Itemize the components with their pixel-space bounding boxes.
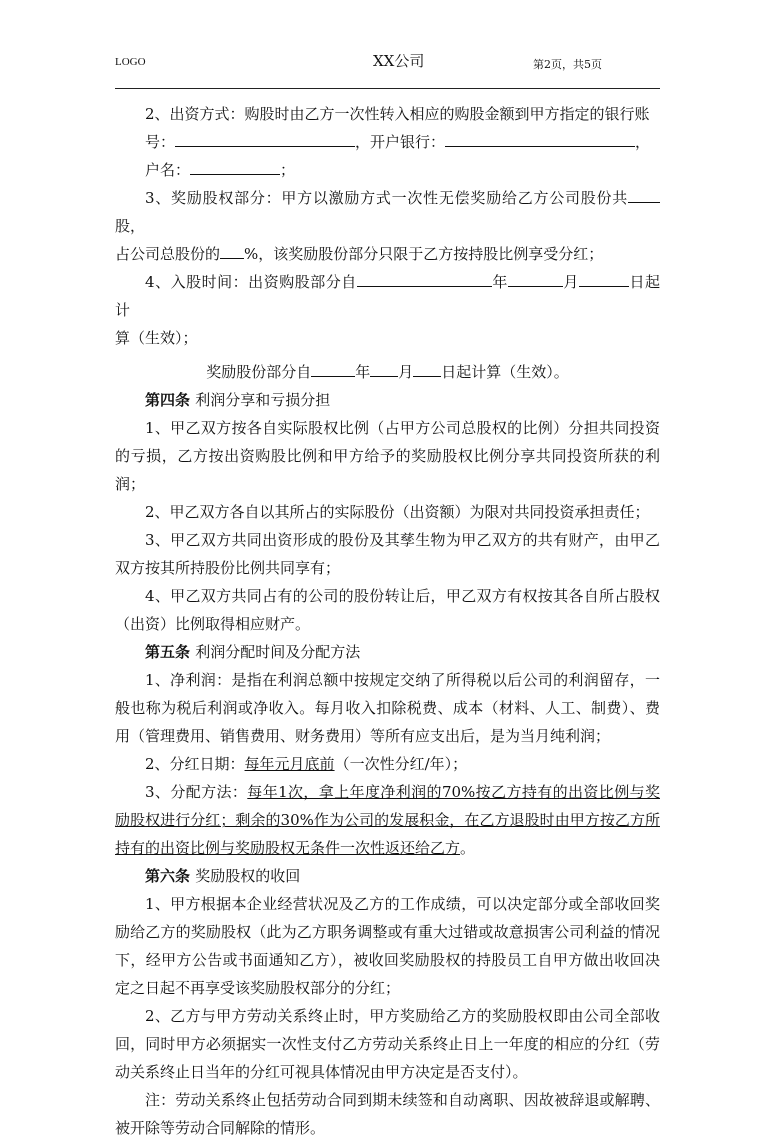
entry-year-blank[interactable] — [357, 272, 492, 287]
article-6-heading: 第六条 奖励股权的收回 — [145, 867, 301, 885]
document-body — [115, 100, 660, 1142]
article-5-item-1: 1、净利润：是指在利润总额中按规定交纳了所得税以后公司的利润留存，一般也称为税后利润或净收入。每月收入扣除税费、成本（材料、人工、制费）、费用（管理费用、销售费用、财务费用）等所有应支出后，是为当月纯利润； — [115, 671, 660, 745]
article-4-item-3: 3、甲乙双方共同出资形成的股份及其孳生物为甲乙双方的共有财产，由甲乙双方按其所持股份比例共同享有； — [115, 531, 660, 577]
account-number-blank[interactable] — [175, 132, 355, 147]
bank-name-blank[interactable] — [445, 132, 635, 147]
article-6-item-2: 2、乙方与甲方劳动关系终止时，甲方奖励给乙方的奖励股权即由公司全部收回，同时甲方必须据实一次性支付乙方劳动关系终止日上一年度的相应的分红（劳动关系终止日当年的分红可视具体情况由甲方决定是否支付）。 — [115, 1007, 660, 1081]
reward-percent-blank[interactable] — [220, 244, 244, 259]
article-4-item-4: 4、甲乙双方共同占有的公司的股份转让后，甲乙双方有权按其各自所占股权（出资）比例取得相应财产。 — [115, 587, 660, 633]
entry-month-blank[interactable] — [508, 272, 563, 287]
page-number: 第2页，共5页 — [533, 58, 602, 71]
reward-month-blank[interactable] — [370, 362, 398, 377]
article-5-item-3: 3、分配方法：每年1次，拿上年度净利润的70%按乙方持有的出资比例与奖励股权进行分红；剩余的30%作为公司的发展积金，在乙方退股时由甲方按乙方所持有的出资比例与奖励股权无条件一次性返还给乙方。 — [115, 783, 660, 857]
distribution-method-value: 每年1次，拿上年度净利润的70%按乙方持有的出资比例与奖励股权进行分红；剩余的30%作为公司的发展积金，在乙方退股时由甲方按乙方所持有的出资比例与奖励股权无条件一次性返还给乙方 — [115, 783, 660, 857]
clause-payment-method: 2、出资方式：购股时由乙方一次性转入相应的购股金额到甲方指定的银行账 — [145, 105, 650, 123]
dividend-date-value: 每年元月底前 — [244, 755, 335, 773]
article-6-note: 注：劳动关系终止包括劳动合同到期未续签和自动离职、因故被辞退或解聘、被开除等劳动合同解除的情形。 — [115, 1091, 660, 1137]
clause-reward-shares: 3、奖励股权部分：甲方以激励方式一次性无偿奖励给乙方公司股份共股， — [115, 184, 660, 240]
article-6-item-1: 1、甲方根据本企业经营状况及乙方的工作成绩，可以决定部分或全部收回奖励给乙方的奖励股权（此为乙方职务调整或有重大过错或故意损害公司利益的情况下，经甲方公告或书面通知乙方），被收回奖励股权的持股员工自甲方做出收回决定之日起不再享受该奖励股权部分的分红； — [115, 895, 660, 997]
reward-day-blank[interactable] — [413, 362, 441, 377]
logo-text: LOGO — [115, 56, 146, 68]
article-4-item-2: 2、甲乙双方各自以其所占的实际股份（出资额）为限对共同投资承担责任； — [145, 503, 650, 521]
company-name: XX公司 — [373, 52, 425, 70]
reward-shares-blank[interactable] — [628, 188, 660, 203]
article-5-item-2: 2、分红日期：每年元月底前（一次性分红/年）； — [145, 755, 468, 773]
reward-effective-line: 奖励股份部分自 年 月 日起计算（生效）。 — [206, 363, 569, 381]
clause-entry-time: 4、入股时间：出资购股部分自 年 月 日起计 — [115, 273, 660, 319]
entry-day-blank[interactable] — [579, 272, 629, 287]
article-4-heading: 第四条 利润分享和亏损分担 — [145, 391, 331, 409]
reward-year-blank[interactable] — [311, 362, 355, 377]
page-header — [115, 48, 660, 89]
article-4-item-1: 1、甲乙双方按各自实际股权比例（占甲方公司总股权的比例）分担共同投资的亏损，乙方按出资购股比例和甲方给予的奖励股权比例分享共同投资所获的利润； — [115, 419, 660, 493]
account-holder-blank[interactable] — [190, 160, 280, 175]
entry-effective-line: 算（生效）； — [115, 329, 198, 347]
bank-account-line: 号： ，开户银行： ， — [145, 133, 651, 151]
account-holder-line: 户名： ； — [145, 161, 296, 179]
article-5-heading: 第五条 利润分配时间及分配方法 — [145, 643, 361, 661]
reward-percent-line: 占公司总股份的 %，该奖励股份部分只限于乙方按持股比例享受分红； — [115, 245, 604, 263]
